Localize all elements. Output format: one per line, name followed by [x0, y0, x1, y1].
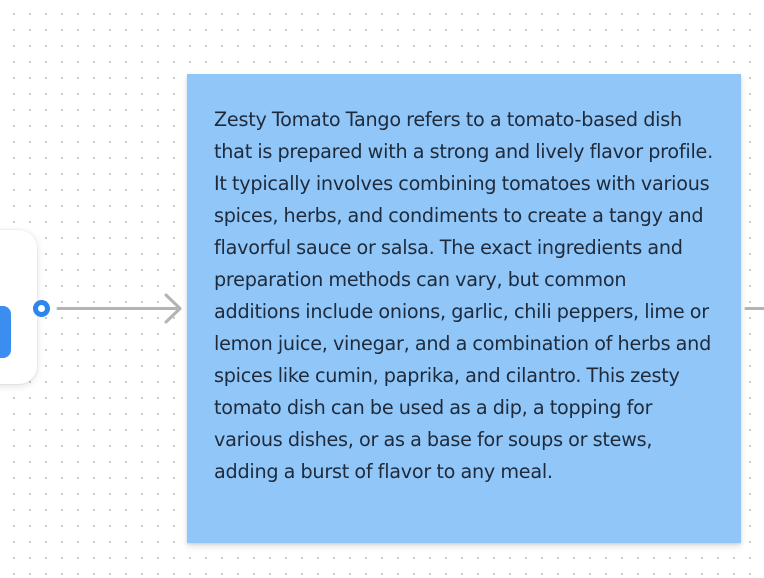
- sticky-note[interactable]: [187, 74, 741, 543]
- sticky-note-text[interactable]: Zesty Tomato Tango refers to a tomato-based dish that is prepared with a strong and lively flavor profile. It typically involves combining tomatoes with various spices, herbs, and condiments to create a tangy and flavorful sauce or salsa. The exact ingredients and preparation methods can vary, but common additions include onions, garlic, chili peppers, lime or lemon juice, vinegar, and a combination of herbs and spices like cumin, paprika, and cilantro. This zesty tomato dish can be used as a dip, a topping for various dishes, or as a base for soups or stews, adding a burst of flavor to any meal.: [214, 108, 713, 483]
- connection-handle-icon[interactable]: [33, 300, 50, 317]
